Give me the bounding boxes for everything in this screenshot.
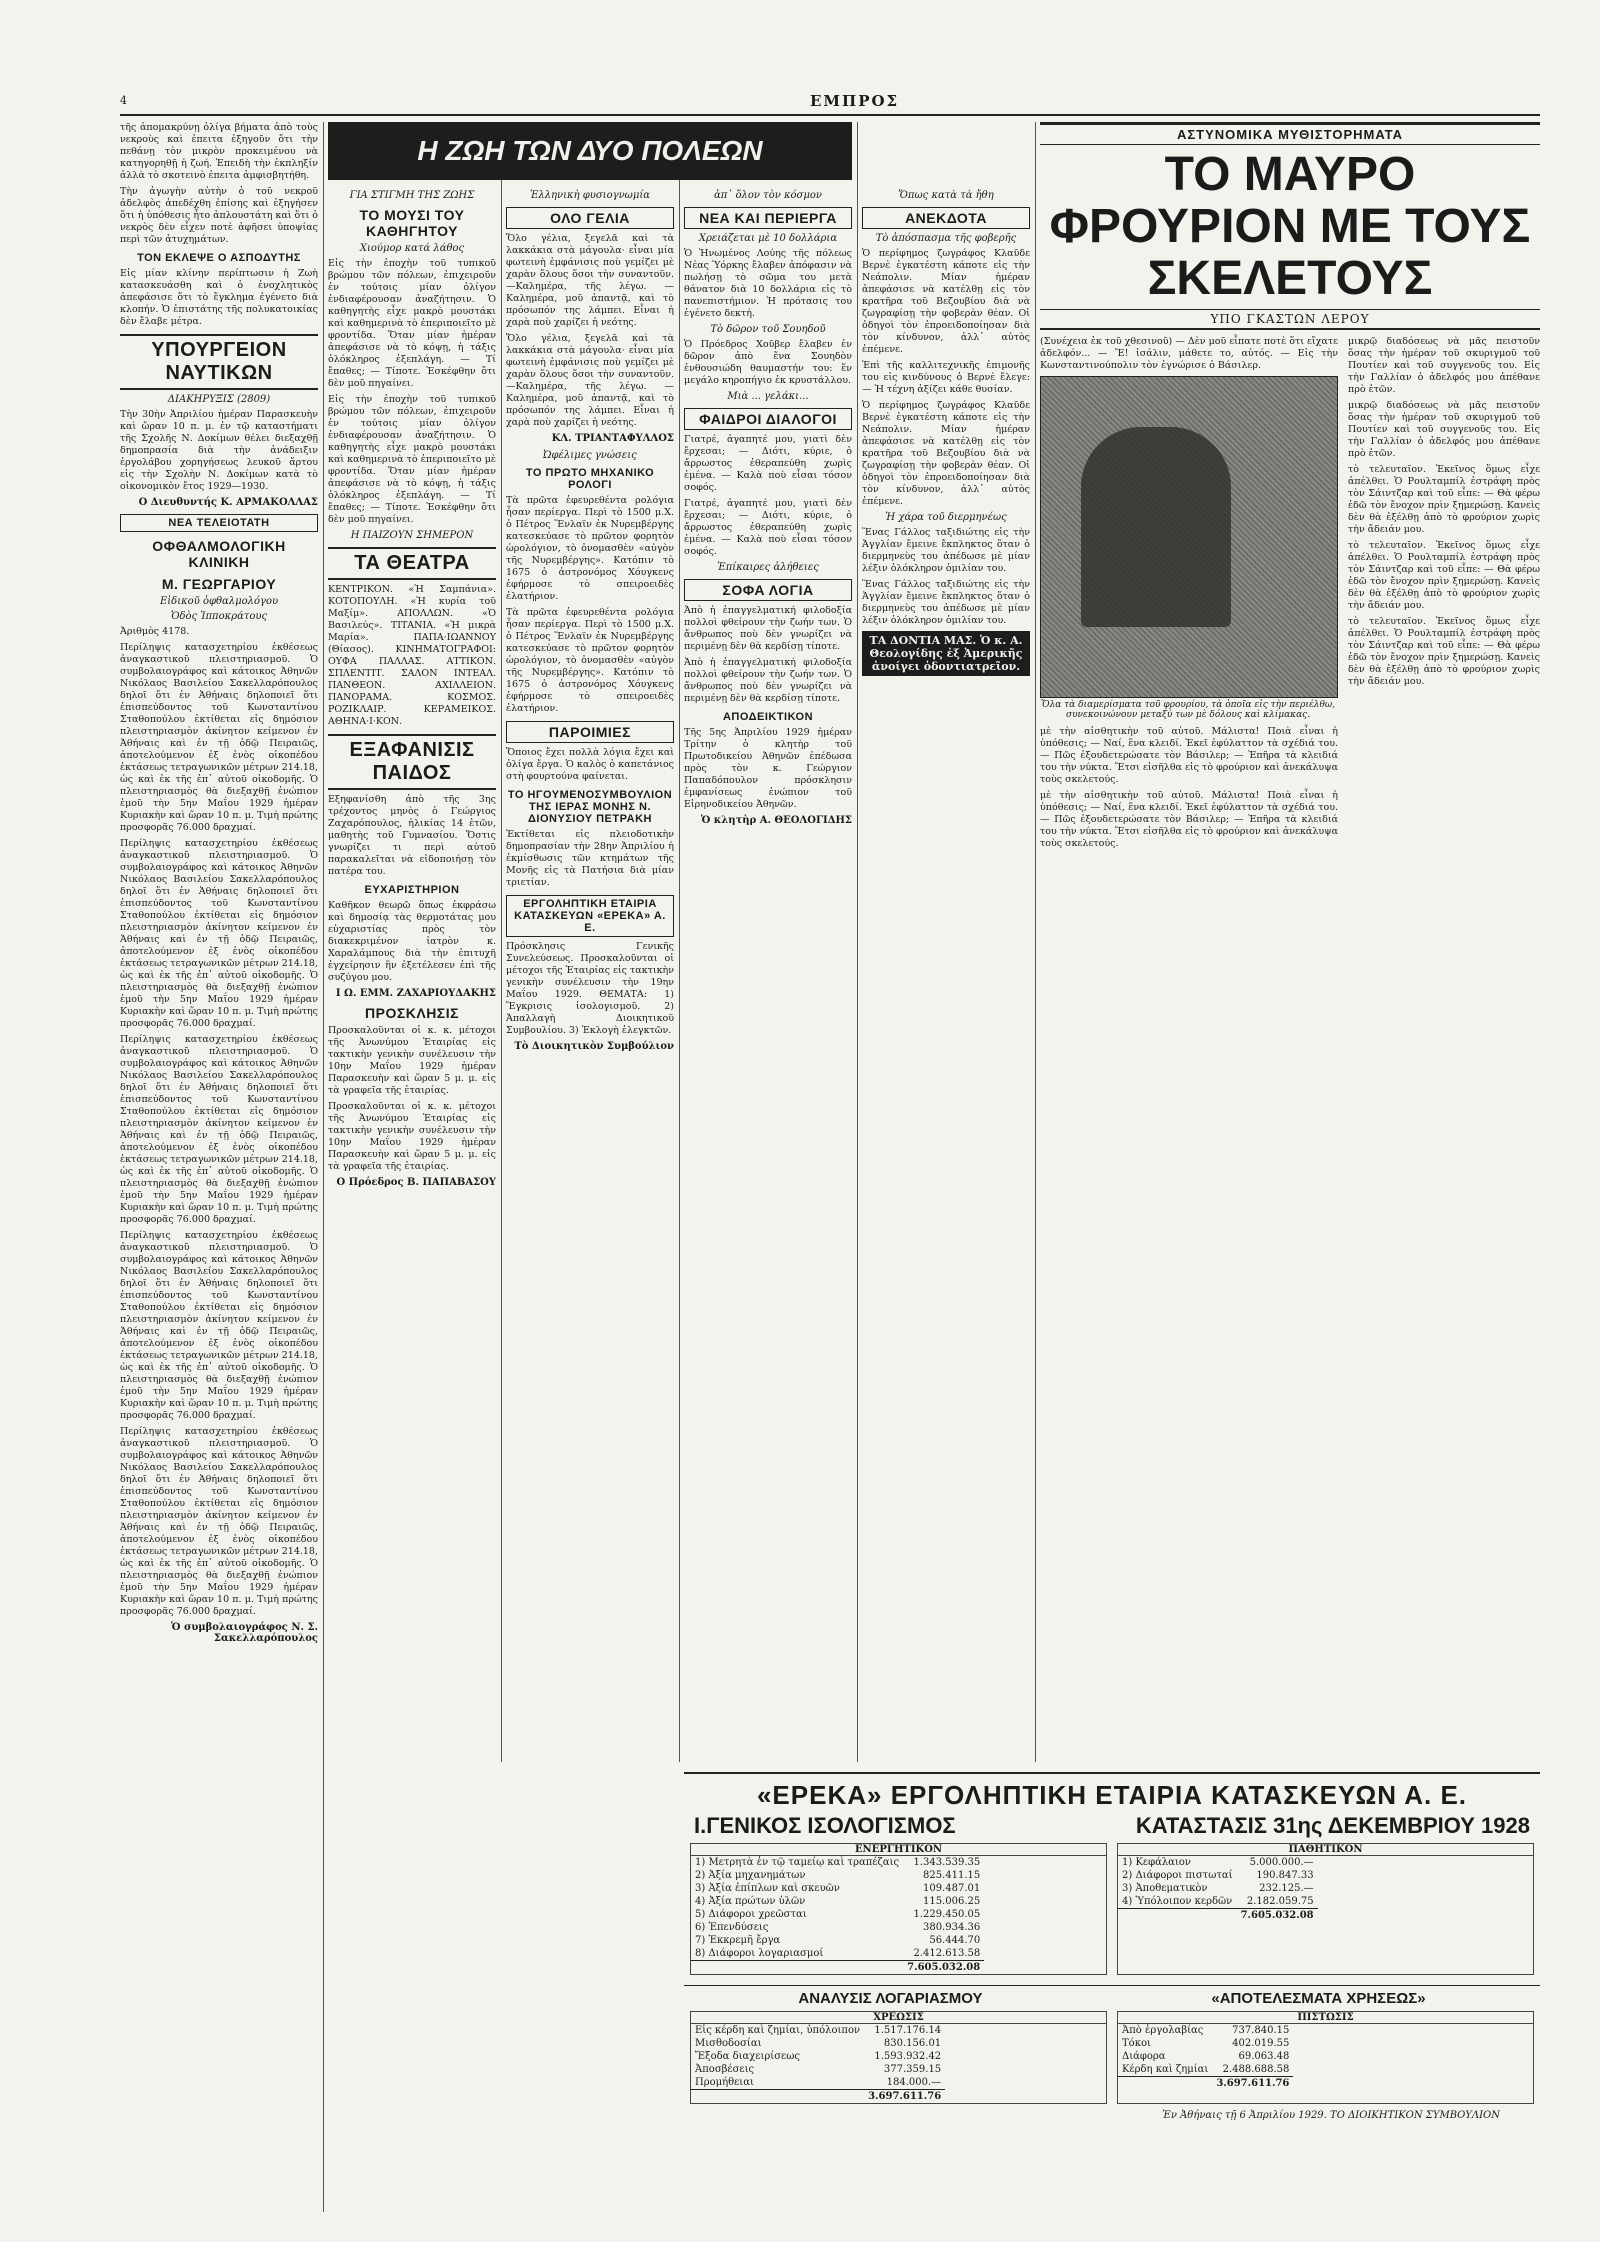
article-interpreter-cont: Ἕνας Γάλλος ταξιδιώτης εἰς τὴν Ἀγγλίαν ἔμεινε ἔκπληκτος ὅταν ὁ διερμηνεὺς του ἀπέδωσε μὲ μίαν λέξιν ὁλόκληρον ὁμιλίαν του.: [862, 579, 1030, 626]
row-label: 1) Κεφάλαιον: [1122, 1857, 1191, 1868]
table-row: [691, 2063, 945, 2076]
column-1: [120, 122, 318, 2212]
headline-ereka-meeting: ΕΡΓΟΛΗΠΤΙΚΗ ΕΤΑΙΡΙΑ ΚΑΤΑΣΚΕΥΩΝ «ΕΡΕΚΑ» Α. Ε.: [506, 895, 674, 937]
article-monastery: Ἐκτίθεται εἰς πλειοδοτικὴν δημοπρασίαν τὴν 28ην Ἀπριλίου ἡ ἐκμίσθωσις τῶν κτημάτων τῆς Μονῆς εἰς τὰ Πατήσια διὰ μίαν τριετίαν.: [506, 829, 674, 888]
row-value: 69.063.48: [1238, 2051, 1290, 2062]
headline-ministry: ΥΠΟΥΡΓΕΙΟΝ ΝΑΥΤΙΚΩΝ: [120, 334, 318, 390]
row-label: 2) Ἀξία μηχανημάτων: [695, 1870, 806, 1881]
serial-right: [1348, 336, 1540, 854]
row-label: Προμήθειαι: [695, 2077, 754, 2088]
clinic-subtitle: Εἰδικοῦ ὀφθαλμολόγου: [159, 596, 279, 607]
notice-number: Ἀριθμὸς 4178.: [120, 626, 190, 637]
total-row: [691, 1961, 984, 1975]
row-label: Εἰς κέρδη καὶ ζημίαι, ὑπόλοιπον: [695, 2025, 861, 2036]
total-value: 3.697.611.76: [1216, 2078, 1290, 2089]
headline-dialogues: ΦΑΙΔΡΟΙ ΔΙΑΛΟΓΟΙ: [684, 408, 852, 430]
auction-notice-repeat-4: Περίληψις κατασχετηρίου ἐκθέσεως ἀναγκαστικοῦ πλειστηριασμοῦ. Ὁ συμβολαιογράφος καὶ κάτοικος Ἀθηνῶν Νικόλαος Βασιλείου Σακελλαρόπουλος δηλοῖ ὅτι ἐν Ἀθήναις δηλοποιεῖ ὅτι ἐπισπεύδοντος τοῦ Κωνσταντίνου Σταθοπούλου ἐκτίθεται εἰς δημόσιον πλειστηριασμὸν ἀκίνητον κείμενον ἐν Ἀθήναις καὶ ἐν τῇ ὁδῷ Πειραιῶς, ἀποτελούμενον ἐξ ἑνὸς οἰκοπέδου ἐκτάσεως τετραγωνικῶν μέτρων 214.18, ὡς καὶ ἐκ τῆς ἐπ᾿ αὐτοῦ οἰκοδομῆς. Ὁ πλειστηριασμὸς θὰ διεξαχθῇ ἐνώπιον ἐμοῦ τὴν 5ην Μαΐου 1929 ἡμέραν Κυριακὴν καὶ ὥραν 10 π. μ. Τιμὴ πρώτης προσφορᾶς 76.000 δραχμαί.: [120, 1426, 318, 1617]
headline-thief: ΤΟΝ ΕΚΛΕΨΕ Ο ΑΣΠΟΔΥΤΗΣ: [137, 252, 301, 264]
masthead-title: ΕΜΠΡΟΣ: [810, 92, 900, 110]
credit-table: [1118, 2024, 1293, 2090]
headline-wise-words: ΣΟΦΑ ΛΟΓΙΑ: [684, 579, 852, 601]
row-label: 3) Ἀποθεματικὸν: [1122, 1883, 1208, 1894]
headline-proverbs: ΠΑΡΟΙΜΙΕΣ: [506, 721, 674, 743]
headline-invitation: ΠΡΟΣΚΛΗΣΙΣ: [365, 1005, 459, 1021]
table-row: [1118, 1882, 1318, 1895]
column-rule: [501, 122, 502, 1762]
clinic-name: ΟΦΘΑΛΜΟΛΟΓΙΚΗ ΚΛΙΝΙΚΗ: [152, 538, 286, 570]
table-row: [691, 1921, 984, 1934]
analysis-heading: ΑΝΑΛΥΣΙΣ ΛΟΓΑΡΙΑΣΜΟΥ: [798, 1990, 983, 2007]
dentist-notice: ΤΑ ΔΟΝΤΙΑ ΜΑΣ. Ὁ κ. Α. Θεολογίδης ἐξ Ἀμερικῆς ἀνοίγει ὀδοντιατρεῖον.: [862, 631, 1030, 676]
auction-notice-repeat-2: Περίληψις κατασχετηρίου ἐκθέσεως ἀναγκαστικοῦ πλειστηριασμοῦ. Ὁ συμβολαιογράφος καὶ κάτοικος Ἀθηνῶν Νικόλαος Βασιλείου Σακελλαρόπουλος δηλοῖ ὅτι ἐν Ἀθήναις δηλοποιεῖ ὅτι ἐπισπεύδοντος τοῦ Κωνσταντίνου Σταθοπούλου ἐκτίθεται εἰς δημόσιον πλειστηριασμὸν ἀκίνητον κείμενον ἐν Ἀθήναις καὶ ἐν τῇ ὁδῷ Πειραιῶς, ἀποτελούμενον ἐξ ἑνὸς οἰκοπέδου ἐκτάσεως τετραγωνικῶν μέτρων 214.18, ὡς καὶ ἐκ τῆς ἐπ᾿ αὐτοῦ οἰκοδομῆς. Ὁ πλειστηριασμὸς θὰ διεξαχθῇ ἐνώπιον ἐμοῦ τὴν 5ην Μαΐου 1929 ἡμέραν Κυριακὴν καὶ ὥραν 10 π. μ. Τιμὴ πρώτης προσφορᾶς 76.000 δραχμαί.: [120, 1034, 318, 1225]
serial-columns: [1040, 336, 1540, 854]
fortress-photo: [1040, 376, 1338, 698]
row-value: 1.229.450.05: [913, 1909, 981, 1920]
row-label: 7) Ἐκκρεμῆ ἔργα: [695, 1935, 781, 1946]
table-row: [1118, 1869, 1318, 1882]
row-value: 184.000.—: [886, 2077, 942, 2088]
article-wise-words-cont: Ἀπὸ ἡ ἐπαγγελματική φιλοδοξία πολλοὶ φθείρουν τὴν ζωήν των. Ὁ ἄνθρωπος ποὺ δὲν γνωρίζει νὰ περιμένῃ δὲν θὰ κερδίσῃ τίποτε.: [684, 657, 852, 704]
clinic-address: Ὁδὸς Ἱπποκράτους: [170, 611, 268, 622]
serial-title: ΤΟ ΜΑΥΡΟ ΦΡΟΥΡΙΟΝ ΜΕ ΤΟΥΣ ΣΚΕΛΕΤΟΥΣ: [1049, 148, 1531, 305]
article-interpreter: Ἕνας Γάλλος ταξιδιώτης εἰς τὴν Ἀγγλίαν ἔμεινε ἔκπληκτος ὅταν ὁ διερμηνεὺς του ἀπέδωσε μὲ μίαν λέξιν ὁλόκληρον ὁμιλίαν του.: [862, 527, 1030, 574]
headline-anecdotes: ΑΝΕΚΔΟΤΑ: [862, 207, 1030, 229]
assets-caption: ΕΝΕΡΓΗΤΙΚΟΝ: [691, 1844, 1106, 1856]
balance-sheet: [684, 1843, 1540, 1975]
section-banner: Η ΖΩΗ ΤΩΝ ΔΥΟ ΠΟΛΕΩΝ: [328, 122, 852, 180]
table-row: [691, 2050, 945, 2063]
missing-child-notice: Εξηφανίσθη ἀπὸ τῆς 3ης τρέχοντος μηνὸς ὁ Γεώργιος Ζαχαρόπουλος, ἡλικίας 14 ἐτῶν, μαθητὴς τοῦ Γυμνασίου. Ὅστις γνωρίζει τι περὶ αὐτοῦ παρακαλεῖται νὰ εἰδοποιήσῃ τὸν πατέρα του.: [328, 794, 496, 877]
photo-figure: [1081, 427, 1231, 627]
row-label: 3) Ἀξία ἐπίπλων καὶ σκευῶν: [695, 1883, 840, 1894]
article-vesuvius: Ὁ περίφημος ζωγράφος Κλαῦδε Βερνὲ ἐγκατέστη κάποτε εἰς τὴν Νεάπολιν. Μίαν ἡμέραν ἀπεφάσισε νὰ κατέλθῃ εἰς τὸν κρατῆρα τοῦ Βεζουβίου διὰ νὰ ζωγραφίσῃ τὴν φοβερὰν θέαν. Οἱ ὁδηγοὶ τὸν ἐπροειδοποίησαν διὰ τὸν κίνδυνον, ἀλλ᾿ αὐτὸς ἐπέμενε.: [862, 248, 1030, 355]
row-label: Κέρδη καὶ ζημίαι: [1122, 2064, 1209, 2075]
row-label: Ἀποσβέσεις: [695, 2064, 755, 2075]
headline-thanks: ΕΥΧΑΡΙΣΤΗΡΙΟΝ: [364, 884, 460, 896]
serial-intro: (Συνέχεια ἐκ τοῦ χθεσινοῦ) — Δὲν μοῦ εἶπατε ποτὲ ὅτι εἴχατε ἀδελφόν... — Ἔ! ἰσάλιν, μάθετε το, αὐτός. — Εἰς τὴν Κωνσταντινούπολιν τὸν ἐγνώρισε ὁ Βάσιλερ.: [1040, 336, 1338, 371]
ad-subtitle-left: Ι.ΓΕΝΙΚΟΣ ΙΣΟΛΟΓΙΣΜΟΣ: [694, 1813, 956, 1838]
serial-text-left: μὲ τὴν αἰσθητικὴν τοῦ αὐτοῦ. Μάλιστα! Ποιὰ εἶναι ἡ ὑπόθεσις; — Ναί, ἕνα κλειδί. Ἐκεῖ ἐφύλαττον τὰ σχέδιά του. — Πῶς ἐξουδετερώσατε τὸν Βάσιλερ; — Ἐπῆρα τὰ κλειδιά του τὴν νύκτα. Ἔτσι εἰσῆλθα εἰς τὸ φρούριον καὶ ἀνεκάλυψα τοὺς σκελετούς.: [1040, 726, 1338, 785]
ministry-signature: Ο Διευθυντής Κ. ΑΡΜΑΚΟΛΛΑΣ: [138, 497, 318, 508]
assets-table: [691, 1856, 984, 1974]
debit-caption: ΧΡΕΩΣΙΣ: [691, 2012, 1106, 2024]
serial-text-right-cont: τὸ τελευταῖον. Ἐκεῖνος ὅμως εἶχε ἀπέλθει. Ὁ Ρουλταμπίλ ἐστράφη πρὸς τὸν Σάιντζαρ καὶ τοῦ εἶπε: — Θὰ φέρω ἐδῶ τὸν ἔνοχον πρὶν ξημερώσῃ. Κανεὶς δὲν θὰ ἐξέλθῃ ἀπὸ τὸ φρούριον χωρὶς τὴν ἄδειάν μου.: [1348, 540, 1540, 611]
total-label: [1118, 1909, 1237, 1923]
headline-missing-child: ΕΞΑΦΑΝΙΣΙΣ ΠΑΙΔΟΣ: [328, 734, 496, 790]
kicker-smile: Μιὰ ... γελάκι...: [727, 391, 809, 402]
serial-text-left-cont: μὲ τὴν αἰσθητικὴν τοῦ αὐτοῦ. Μάλιστα! Ποιὰ εἶναι ἡ ὑπόθεσις; — Ναί, ἕνα κλειδί. Ἐκεῖ ἐφύλαττον τὰ σχέδιά του. — Πῶς ἐξουδετερώσατε τὸν Βάσιλερ; — Ἐπῆρα τὰ κλειδιά του τὴν νύκτα. Ἔτσι εἰσῆλθα εἰς τὸ φρούριον καὶ ἀνεκάλυψα τοὺς σκελετούς.: [1040, 790, 1338, 849]
liabilities-table: [1118, 1856, 1318, 1922]
headline-theatres: ΤΑ ΘΕΑΤΡΑ: [328, 547, 496, 580]
headline-clock: ΤΟ ΠΡΩΤΟ ΜΗΧΑΝΙΚΟ ΡΟΛΟΓΙ: [525, 467, 655, 491]
row-label: 2) Διάφοροι πιστωταί: [1122, 1870, 1233, 1881]
credit-caption: ΠΙΣΤΩΣΙΣ: [1118, 2012, 1533, 2024]
headline-monastery: ΤΟ ΗΓΟΥΜΕΝΟΣΥΜΒΟΥΛΙΟΝ ΤΗΣ ΙΕΡΑΣ ΜΟΝΗΣ Ν. ΔΙΟΝΥΣΙΟΥ ΠΕΤΡΑΚΗ: [507, 789, 673, 825]
invitation-notice: Προσκαλοῦνται οἱ κ. κ. μέτοχοι τῆς Ἀνωνύμου Ἑταιρίας εἰς τακτικὴν γενικὴν συνέλευσιν τὴν 10ην Μαΐου 1929 ἡμέραν Παρασκευὴν καὶ ὥραν 5 μ. μ. εἰς τὰ γραφεῖα τῆς ἑταιρίας.: [328, 1025, 496, 1096]
serial-side-cont: μικρῷ διαδόσεως νὰ μᾶς πειστοῦν ὅσας τὴν ἡμέραν τοῦ σκυριγμοῦ τοῦ Πουτίεν καὶ τοῦ συγγενοῦς του. Εἰς τὴν Γαλλίαν ὁ ἀδελφός μου ἀπέθανε πρὸ ἐτῶν.: [1348, 400, 1540, 459]
article-wise-words: Ἀπὸ ἡ ἐπαγγελματική φιλοδοξία πολλοὶ φθείρουν τὴν ζωήν των. Ὁ ἄνθρωπος ποὺ δὲν γνωρίζει νὰ περιμένῃ δὲν θὰ κερδίσῃ τίποτε.: [684, 605, 852, 652]
ereka-meeting-signature: Τὸ Διοικητικὸν Συμβούλιον: [514, 1041, 674, 1052]
table-row: [1118, 2063, 1293, 2077]
row-value: 377.359.15: [883, 2064, 942, 2075]
row-value: 2.182.059.75: [1246, 1896, 1314, 1907]
table-row: [1118, 1856, 1318, 1869]
kicker-anecdotes: Ὅπως κατὰ τὰ ἤθη: [898, 190, 994, 201]
article-dialogues: Γιατρέ, ἀγαπητέ μου, γιατὶ δὲν ἔρχεσαι; — Διότι, κύριε, ὁ ἄρρωστος ἐθεραπεύθη χωρὶς ἐμένα. — Καλὰ ποὺ εἶσαι τόσον σοφός.: [684, 434, 852, 493]
kicker-truths: Ἐπίκαιρες ἀλήθειες: [717, 562, 819, 573]
clinic-doctor: Μ. ΓΕΩΡΓΑΡΙΟΥ: [161, 576, 277, 592]
table-row: [691, 1895, 984, 1908]
serial-text-right-more: τὸ τελευταῖον. Ἐκεῖνος ὅμως εἶχε ἀπέλθει. Ὁ Ρουλταμπίλ ἐστράφη πρὸς τὸν Σάιντζαρ καὶ τοῦ εἶπε: — Θὰ φέρω ἐδῶ τὸν ἔνοχον πρὶν ξημερώσῃ. Κανεὶς δὲν θὰ ἐξέλθῃ ἀπὸ τὸ φρούριον χωρὶς τὴν ἄδειάν μου.: [1348, 616, 1540, 687]
liabilities-caption: ΠΑΘΗΤΙΚΟΝ: [1118, 1844, 1533, 1856]
row-value: 1.343.539.35: [913, 1857, 981, 1868]
article-receipt: Τῆς 5ης Ἀπριλίου 1929 ἡμέραν Τρίτην ὁ κλητὴρ τοῦ Πρωτοδικείου Ἀθηνῶν ἐπέδωσα πρὸς τὸν κ. Γεώργιον Παπαδόπουλον πρόσκλησιν ἐμφανίσεως ἐνώπιον τοῦ Εἰρηνοδικείου Ἀθηνῶν.: [684, 727, 852, 810]
article-ereka-meeting: Πρόσκλησις Γενικῆς Συνελεύσεως. Προσκαλοῦνται οἱ μέτοχοι τῆς Ἑταιρίας εἰς τακτικὴν γενικὴν συνέλευσιν τὴν 19ην Μαΐου 1929. ΘΕΜΑΤΑ: 1) Ἔγκρισις ἰσολογισμοῦ. 2) Ἀπαλλαγὴ Διοικητικοῦ Συμβουλίου. 3) Ἐκλογὴ ἐλεγκτῶν.: [506, 941, 674, 1036]
analysis-headings: [684, 1985, 1540, 2007]
clinic-kicker: ΝΕΑ ΤΕΛΕΙΟΤΑΤΗ: [120, 514, 318, 532]
headline-laughter: ΟΛΟ ΓΕΛΙΑ: [506, 207, 674, 229]
row-value: 109.487.01: [922, 1883, 981, 1894]
laughter-signature: ΚΛ. ΤΡΙΑΝΤΑΦΥΛΛΟΣ: [551, 433, 674, 444]
kicker-useful: Ὠφέλιμες γνώσεις: [543, 450, 637, 461]
row-value: 737.840.15: [1232, 2025, 1290, 2036]
row-value: 5.000.000.—: [1249, 1857, 1314, 1868]
auction-notice-repeat-3: Περίληψις κατασχετηρίου ἐκθέσεως ἀναγκαστικοῦ πλειστηριασμοῦ. Ὁ συμβολαιογράφος καὶ κάτοικος Ἀθηνῶν Νικόλαος Βασιλείου Σακελλαρόπουλος δηλοῖ ὅτι ἐν Ἀθήναις δηλοποιεῖ ὅτι ἐπισπεύδοντος τοῦ Κωνσταντίνου Σταθοπούλου ἐκτίθεται εἰς δημόσιον πλειστηριασμὸν ἀκίνητον κείμενον ἐν Ἀθήναις καὶ ἐν τῇ ὁδῷ Πειραιῶς, ἀποτελούμενον ἐξ ἑνὸς οἰκοπέδου ἐκτάσεως τετραγωνικῶν μέτρων 214.18, ὡς καὶ ἐκ τῆς ἐπ᾿ αὐτοῦ οἰκοδομῆς. Ὁ πλειστηριασμὸς θὰ διεξαχθῇ ἐνώπιον ἐμοῦ τὴν 5ην Μαΐου 1929 ἡμέραν Κυριακὴν καὶ ὥραν 10 π. μ. Τιμὴ πρώτης προσφορᾶς 76.000 δραχμαί.: [120, 1230, 318, 1421]
article-laughter-cont: Ὅλο γέλια, ξεγελᾶ καὶ τὰ λακκάκια στὰ μάγουλα· εἶναι μία φωτεινὴ ἐμφάνισις ποὺ γεμίζει μὲ χαρὰν ὅλους ὅσοι τὴν συναντοῦν. —Καλημέρα, τῆς λέγω. —Καλημέρα, μοῦ ἀπαντᾷ, καὶ τὸ πρόσωπόν της λάμπει. Εἶναι ἡ χαρὰ ποὺ χαρίζει ἡ νεότης.: [506, 333, 674, 428]
ad-title: «ΕΡΕΚΑ» ΕΡΓΟΛΗΠΤΙΚΗ ΕΤΑΙΡΙΑ ΚΑΤΑΣΚΕΥΩΝ Α. Ε.: [756, 1780, 1468, 1810]
headline-mustache: ΤΟ ΜΟΥΣΙ ΤΟΥ ΚΑΘΗΓΗΤΟΥ: [359, 207, 465, 239]
article-vesuvius-cont: Ἐπὶ τῆς καλλιτεχνικῆς ἐπιμονῆς του εἰς κινδύνους ὁ Βερνὲ ἔλεγε: — Ἡ τέχνη ἀξίζει κάθε θυσίαν.: [862, 360, 1030, 395]
table-row: [691, 1908, 984, 1921]
serial-text-right: τὸ τελευταῖον. Ἐκεῖνος ὅμως εἶχε ἀπέλθει. Ὁ Ρουλταμπίλ ἐστράφη πρὸς τὸν Σάιντζαρ καὶ τοῦ εἶπε: — Θὰ φέρω ἐδῶ τὸν ἔνοχον πρὶν ξημερώσῃ. Κανεὶς δὲν θὰ ἐξέλθῃ ἀπὸ τὸ φρούριον χωρὶς τὴν ἄδειάν μου.: [1348, 464, 1540, 535]
row-value: 232.125.—: [1259, 1883, 1314, 1894]
table-row: [1118, 1895, 1318, 1909]
article-laughter: Ὅλο γέλια, ξεγελᾶ καὶ τὰ λακκάκια στὰ μάγουλα· εἶναι μία φωτεινὴ ἐμφάνισις ποὺ γεμίζει μὲ χαρὰν ὅλους ὅσοι τὴν συναντοῦν. —Καλημέρα, τῆς λέγω. —Καλημέρα, μοῦ ἀπαντᾷ, καὶ τὸ πρόσωπόν της λάμπει. Εἶναι ἡ χαρὰ ποὺ χαρίζει ἡ νεότης.: [506, 233, 674, 328]
thanks-notice: Καθῆκον θεωρῶ ὅπως ἐκφράσω καὶ δημοσίᾳ τὰς θερμοτάτας μου εὐχαριστίας πρὸς τὸν διακεκριμένον ἰατρὸν κ. Χαραλάμπους διὰ τὴν ἐπιτυχῆ ἐγχείρησιν ἣν ἐξετέλεσεν ἐπὶ τῆς συζύγου μου.: [328, 900, 496, 983]
headline-receipt: ΑΠΟΔΕΙΚΤΙΚΟΝ: [722, 711, 814, 723]
article-dollars: Ὁ Ἠνωμένος Λούης τῆς πόλεως Νέας Ὑόρκης ἔλαβεν ἀπόφασιν νὰ πωλήσῃ τὸ σῶμα του μετὰ θάνατον διὰ 10 δολλάρια εἰς τὸ πανεπιστήμιον. Ἡ πρότασις του ἐγένετο δεκτή.: [684, 248, 852, 319]
total-label: [1118, 2077, 1212, 2091]
table-row: [1118, 2050, 1293, 2063]
newspaper-page: [120, 92, 1540, 2212]
subhead-dollars: Χρειάζεται μὲ 10 δολλάρια: [698, 233, 838, 244]
article-dialogues-cont: Γιατρέ, ἀγαπητέ μου, γιατὶ δὲν ἔρχεσαι; — Διότι, κύριε, ὁ ἄρρωστος ἐθεραπεύθη χωρὶς ἐμένα. — Καλὰ ποὺ εἶσαι τόσον σοφός.: [684, 498, 852, 557]
article-mustache-cont: Εἰς τὴν ἐποχὴν τοῦ τυπικοῦ βρώμου τῶν πόλεων, ἐπιχειροῦν ἐν τούτοις μίαν ὀλίγον ἐνδιαφέρουσαν ἀναζήτησιν. Ὁ καθηγητὴς εἶχε μακρὸ μουστάκι καὶ καθημερινὰ τὸ ἐπεριποιεῖτο μὲ φροντίδα. Ὅταν μίαν ἡμέραν ἀπεφάσισε νὰ τὸ κόψῃ, ἡ τάξις ὁλόκληρος ἐξεπλάγη. — Τί ἔπαθες; — Τίποτε. Ἐσκέφθην ὅτι δὲν μοῦ πηγαίνει.: [328, 394, 496, 525]
article-mustache: Εἰς τὴν ἐποχὴν τοῦ τυπικοῦ βρώμου τῶν πόλεων, ἐπιχειροῦν ἐν τούτοις μίαν ὀλίγον ἐνδιαφέρουσαν ἀναζήτησιν. Ὁ καθηγητὴς εἶχε μακρὸ μουστάκι καὶ καθημερινὰ τὸ ἐπεριποιεῖτο μὲ φροντίδα. Ὅταν μίαν ἡμέραν ἀπεφάσισε νὰ τὸ κόψῃ, ἡ τάξις ὁλόκληρος ἐξεπλάγη. — Τί ἔπαθες; — Τίποτε. Ἐσκέφθην ὅτι δὲν μοῦ πηγαίνει.: [328, 258, 496, 389]
results-account: [684, 2011, 1540, 2104]
total-label: [691, 1961, 903, 1975]
column-rule: [679, 122, 680, 1762]
row-value: 1.593.932.42: [874, 2051, 942, 2062]
total-value: 7.605.032.08: [1240, 1910, 1314, 1921]
page-number: 4: [120, 94, 128, 107]
ad-subtitle: [684, 1813, 1540, 1839]
invitation-notice-cont: Προσκαλοῦνται οἱ κ. κ. μέτοχοι τῆς Ἀνωνύμου Ἑταιρίας εἰς τακτικὴν γενικὴν συνέλευσιν τὴν 10ην Μαΐου 1929 ἡμέραν Παρασκευὴν καὶ ὥραν 5 μ. μ. εἰς τὰ γραφεῖα τῆς ἑταιρίας.: [328, 1101, 496, 1172]
subhead-interpreter: Ἡ χάρα τοῦ διερμηνέως: [885, 512, 1007, 523]
auction-notice-repeat: Περίληψις κατασχετηρίου ἐκθέσεως ἀναγκαστικοῦ πλειστηριασμοῦ. Ὁ συμβολαιογράφος καὶ κάτοικος Ἀθηνῶν Νικόλαος Βασιλείου Σακελλαρόπουλος δηλοῖ ὅτι ἐν Ἀθήναις δηλοποιεῖ ὅτι ἐπισπεύδοντος τοῦ Κωνσταντίνου Σταθοπούλου ἐκτίθεται εἰς δημόσιον πλειστηριασμὸν ἀκίνητον κείμενον ἐν Ἀθήναις καὶ ἐν τῇ ὁδῷ Πειραιῶς, ἀποτελούμενον ἐξ ἑνὸς οἰκοπέδου ἐκτάσεως τετραγωνικῶν μέτρων 214.18, ὡς καὶ ἐκ τῆς ἐπ᾿ αὐτοῦ οἰκοδομῆς. Ὁ πλειστηριασμὸς θὰ διεξαχθῇ ἐνώπιον ἐμοῦ τὴν 5ην Μαΐου 1929 ἡμέραν Κυριακὴν καὶ ὥραν 10 π. μ. Τιμὴ πρώτης προσφορᾶς 76.000 δραχμαί.: [120, 838, 318, 1029]
row-value: 830.156.01: [883, 2038, 942, 2049]
row-value: 402.019.55: [1232, 2038, 1290, 2049]
row-value: 2.412.613.58: [913, 1948, 981, 1959]
row-label: Ἀπὸ ἐργολαβίας: [1122, 2025, 1204, 2036]
column-5: [862, 188, 1030, 1762]
total-row: [1118, 2077, 1293, 2091]
total-value: 7.605.032.08: [907, 1962, 981, 1973]
row-value: 1.517.176.14: [874, 2025, 942, 2036]
photo-caption: Ὅλα τὰ διαμερίσματα τοῦ φρουρίου, τὰ ὁποῖα εἰς τὴν περιέλθω, συνεκοινώνουν μεταξύ των μὲ δόλους καὶ κλίμακας.: [1040, 700, 1336, 720]
total-row: [691, 2090, 945, 2104]
row-label: 4) Ὑπόλοιπον κερδῶν: [1122, 1896, 1233, 1907]
receipt-signature: Ὁ κλητὴρ Α. ΘΕΟΛΟΓΙΔΗΣ: [700, 815, 852, 826]
auction-notice: Περίληψις κατασχετηρίου ἐκθέσεως ἀναγκαστικοῦ πλειστηριασμοῦ. Ὁ συμβολαιογράφος καὶ κάτοικος Ἀθηνῶν Νικόλαος Βασιλείου Σακελλαρόπουλος δηλοῖ ὅτι ἐν Ἀθήναις δηλοποιεῖ ὅτι ἐπισπεύδοντος τοῦ Κωνσταντίνου Σταθοπούλου ἐκτίθεται εἰς δημόσιον πλειστηριασμὸν ἀκίνητον κείμενον ἐν Ἀθήναις καὶ ἐν τῇ ὁδῷ Πειραιῶς, ἀποτελούμενον ἐξ ἑνὸς οἰκοπέδου ἐκτάσεως τετραγωνικῶν μέτρων 214.18, ὡς καὶ ἐκ τῆς ἐπ᾿ αὐτοῦ οἰκοδομῆς. Ὁ πλειστηριασμὸς θὰ διεξαχθῇ ἐνώπιον ἐμοῦ τὴν 5ην Μαΐου 1929 ἡμέραν Κυριακὴν καὶ ὥραν 10 π. μ. Τιμὴ πρώτης προσφορᾶς 76.000 δραχμαί.: [120, 642, 318, 833]
serial-kicker: ΑΣΤΥΝΟΜΙΚΑ ΜΥΘΙΣΤΟΡΗΜΑΤΑ: [1040, 122, 1540, 145]
total-value: 3.697.611.76: [868, 2091, 942, 2102]
kicker-greek: Ἑλληνικὴ φυσιογνωμία: [529, 190, 651, 201]
serial-novel: [1040, 122, 1540, 1742]
row-label: Διάφορα: [1122, 2051, 1166, 2062]
kicker-world: ἀπ᾿ ὅλον τὸν κόσμον: [714, 190, 822, 201]
table-row: [691, 2076, 945, 2090]
credit-side: [1117, 2011, 1534, 2104]
total-label: [691, 2090, 864, 2104]
ad-subtitle-right: ΚΑΤΑΣΤΑΣΙΣ 31ης ΔΕΚΕΜΒΡΙΟΥ 1928: [1135, 1813, 1530, 1838]
row-value: 190.847.33: [1256, 1870, 1314, 1881]
kicker-theatre: Η ΠΑΙΖΟΥΝ ΣΗΜΕΡΟΝ: [350, 530, 474, 541]
total-row: [1118, 1909, 1318, 1923]
balance-sheet-ad: [684, 1772, 1540, 2214]
article-clock-cont: Τὰ πρῶτα ἐφευρεθέντα ρολόγια ἦσαν περίεργα. Περὶ τὸ 1500 μ.Χ. ὁ Πέτρος Ἕνλαϊν ἐκ Νυρεμβέργης κατεσκεύασε τὸ πρῶτον φορητὸν ὡρολόγιον, τὸ ὀνομασθὲν «αὐγὸν τῆς Νυρεμβέργης». Κατόπιν τὸ 1675 ὁ ἀστρονόμος Χόυγκενς ἐφήρμοσε τὸ σπειροειδὲς ἐλατήριον.: [506, 607, 674, 714]
row-label: 4) Ἀξία πρώτων ὑλῶν: [695, 1896, 806, 1907]
subhead-gift: Τὸ δῶρον τοῦ Σουηδοῦ: [710, 324, 826, 335]
lead-text: τῆς ἀπομακρύνῃ ὀλίγα βήματα ἀπὸ τοὺς νεκροὺς καὶ ἐπειτα ἐξηγοῦν ὅτι τὴν πεθάνῃ τὸν μικρὸν προκειμένου νὰ κατηγορηθῇ ἡ ζωή. Ἐπειδὴ τὴν ἐκπληξίν ἀλλὰ τὸ σκοτεινὸ ἐπειτα ἀμφισβητήθη.: [120, 122, 318, 181]
table-row: [691, 2024, 945, 2037]
row-value: 115.006.25: [922, 1896, 981, 1907]
row-label: 1) Μετρητὰ ἐν τῷ ταμείῳ καὶ τραπέζαις: [695, 1857, 900, 1868]
table-row: [1118, 2037, 1293, 2050]
row-label: 8) Διάφοροι λογαριασμοί: [695, 1948, 824, 1959]
auction-signature: Ὁ συμβολαιογράφος Ν. Σ. Σακελλαρόπουλος: [171, 1622, 318, 1644]
ministry-notice: Τὴν 30ὴν Ἀπριλίου ἡμέραν Παρασκευὴν καὶ ὥραν 10 π. μ. ἐν τῷ καταστήματι τῆς Σχολῆς Ν. Δοκίμων θέλει διεξαχθῇ δημοπρασία διὰ τὴν ἀνάδειξιν ἐργολάβου χορηγήσεως λευκοῦ ἄρτου εἰς τὴν Σχολὴν Ν. Δοκίμων κατὰ τὸ οἰκονομικὸν ἔτος 1929—1930.: [120, 409, 318, 492]
column-rule: [1035, 122, 1036, 1762]
column-4: [684, 188, 852, 1762]
table-row: [691, 1882, 984, 1895]
row-value: 2.488.688.58: [1222, 2064, 1290, 2075]
invitation-signature: Ο Πρόεδρος Β. ΠΑΠΑΒΑΣΟΥ: [336, 1177, 496, 1188]
table-row: [691, 1869, 984, 1882]
row-value: 56.444.70: [929, 1935, 981, 1946]
headline-news: ΝΕΑ ΚΑΙ ΠΕΡΙΕΡΓΑ: [684, 207, 852, 229]
article-thief: Εἰς μίαν κλίνην περίπτωσιν ἡ Ζωὴ κατασκευάσθη καὶ ὁ ἐνοχλητικὸς ἀπεφάσισε ὅτι τὸ ἔγκλημα ἐγένετο διὰ κλοπήν. Ὁ ἐπιστάτης τῆς πολυκατοικίας δὲν ἔλαβε μέτρα.: [120, 268, 318, 327]
debit-side: [690, 2011, 1107, 2104]
ministry-subhead: ΔΙΑΚΗΡΥΞΙΣ (2809): [167, 394, 271, 405]
serial-byline: ΥΠΟ ΓΚΑΣΤΩΝ ΛΕΡΟΥ: [1040, 309, 1540, 330]
column-2: [328, 188, 496, 1762]
row-label: 5) Διάφοροι χρεῶσται: [695, 1909, 807, 1920]
article-gift: Ὁ Πρόεδρος Χοῦβερ ἔλαβεν ἐν δῶρον ἀπὸ ἕνα Σουηδὸν ἐνθουσιώδη θαυμαστήν του: ἕν μεγάλο κηροπήγιο ἐκ κρυστάλλου.: [684, 339, 852, 386]
subhead-mustache: Χιούμορ κατά λάθος: [359, 243, 465, 254]
row-value: 825.411.15: [922, 1870, 981, 1881]
assets-side: [690, 1843, 1107, 1975]
table-row: [1118, 2024, 1293, 2037]
table-row: [691, 2037, 945, 2050]
subhead-vesuvius: Τὸ ἀπόσπασμα τῆς φοβερῆς: [875, 233, 1017, 244]
lead-text-2: Τὴν ἀγωγὴν αὐτὴν ὁ τοῦ νεκροῦ ἀδελφὸς ἀπεδέχθη ἐπίσης καὶ ἐξηγήσεν ὅτι ἡ ὑπόθεσις ἦτο ἀπλουστάτη καὶ ὅτι ὁ νεκρὸς δὲν εἶχεν ποτὲ ἀφῆσει ὑποψίας περὶ τῶν ἀτυχημάτων.: [120, 186, 318, 245]
serial-left: [1040, 336, 1338, 854]
row-label: Ἔξοδα διαχειρίσεως: [695, 2051, 800, 2062]
column-rule: [323, 122, 324, 2212]
kicker-moment: ΓΙΑ ΣΤΙΓΜΗ ΤΗΣ ΖΩΗΣ: [349, 190, 475, 201]
article-vesuvius-more: Ὁ περίφημος ζωγράφος Κλαῦδε Βερνὲ ἐγκατέστη κάποτε εἰς τὴν Νεάπολιν. Μίαν ἡμέραν ἀπεφάσισε νὰ κατέλθῃ εἰς τὸν κρατῆρα τοῦ Βεζουβίου διὰ νὰ ζωγραφίσῃ τὴν φοβερὰν θέαν. Οἱ ὁδηγοὶ τὸν ἐπροειδοποίησαν διὰ τὸν κίνδυνον, ἀλλ᾿ αὐτὸς ἐπέμενε.: [862, 400, 1030, 507]
serial-side: μικρῷ διαδόσεως νὰ μᾶς πειστοῦν ὅσας τὴν ἡμέραν τοῦ σκυριγμοῦ τοῦ Πουτίεν καὶ τοῦ συγγενοῦς του. Εἰς τὴν Γαλλίαν ὁ ἀδελφός μου ἀπέθανε πρὸ ἐτῶν.: [1348, 336, 1540, 395]
masthead: [120, 92, 1540, 116]
row-value: 380.934.36: [922, 1922, 981, 1933]
article-clock: Τὰ πρῶτα ἐφευρεθέντα ρολόγια ἦσαν περίεργα. Περὶ τὸ 1500 μ.Χ. ὁ Πέτρος Ἕνλαϊν ἐκ Νυρεμβέργης κατεσκεύασε τὸ πρῶτον φορητὸν ὡρολόγιον, τὸ ὀνομασθὲν «αὐγὸν τῆς Νυρεμβέργης». Κατόπιν τὸ 1675 ὁ ἀστρονόμος Χόυγκενς ἐφήρμοσε τὸ σπειροειδὲς ἐλατήριον.: [506, 495, 674, 602]
debit-table: [691, 2024, 945, 2103]
table-row: [691, 1934, 984, 1947]
article-proverbs: Ὅποιος ἔχει πολλὰ λόγια ἔχει καὶ ὀλίγα ἔργα. Ὁ καλὸς ὁ καπετάνιος στὴ φουρτούνα φαίνεται.: [506, 747, 674, 782]
table-row: [691, 1856, 984, 1869]
column-3: [506, 188, 674, 1762]
row-label: Μισθοδοσίαι: [695, 2038, 762, 2049]
row-label: Τόκοι: [1122, 2038, 1151, 2049]
board-signature: Ἐν Ἀθήναις τῇ 6 Ἀπριλίου 1929. ΤΟ ΔΙΟΙΚΗΤΙΚΟΝ ΣΥΜΒΟΥΛΙΟΝ: [1162, 2110, 1500, 2121]
thanks-signature: Ι Ω. ΕΜΜ. ΖΑΧΑΡΙΟΥΔΑΚΗΣ: [335, 988, 496, 999]
table-row: [691, 1947, 984, 1961]
theatre-listings: ΚΕΝΤΡΙΚΟΝ. «Ἡ Σαμπάνια». ΚΟΤΟΠΟΥΛΗ. «Ἡ κυρία τοῦ Μαξίμ». ΑΠΟΛΛΩΝ. «Ὁ Βασιλεύς». ΤΙΤΑΝΙΑ. «Ἡ μικρὰ Μαρία». ΠΑΠΑ·ΙΩΑΝΝΟΥ (Θίασος). ΚΙΝΗΜΑΤΟΓΡΑΦΟΙ: ΟΥΦΑ ΠΑΛΛΑΣ. ΑΤΤΙΚΟΝ. ΣΠΛΕΝΤΙΤ. ΣΑΛΟΝ ΙΝΤΕΑΛ. ΠΑΝΘΕΟΝ. ΑΧΙΛΛΕΙΟΝ. ΠΑΝΟΡΑΜΑ. ΚΟΣΜΟΣ. ΡΟΖΙΚΛΑΙΡ. ΚΕΡΑΜΕΙΚΟΣ. ΑΘΗΝΑ·Ι·ΚΟΝ.: [328, 584, 496, 727]
row-label: 6) Ἐπενδύσεις: [695, 1922, 769, 1933]
liabilities-side: [1117, 1843, 1534, 1975]
results-heading: «ΑΠΟΤΕΛΕΣΜΑΤΑ ΧΡΗΣΕΩΣ»: [1211, 1990, 1426, 2007]
column-rule: [857, 122, 858, 1762]
